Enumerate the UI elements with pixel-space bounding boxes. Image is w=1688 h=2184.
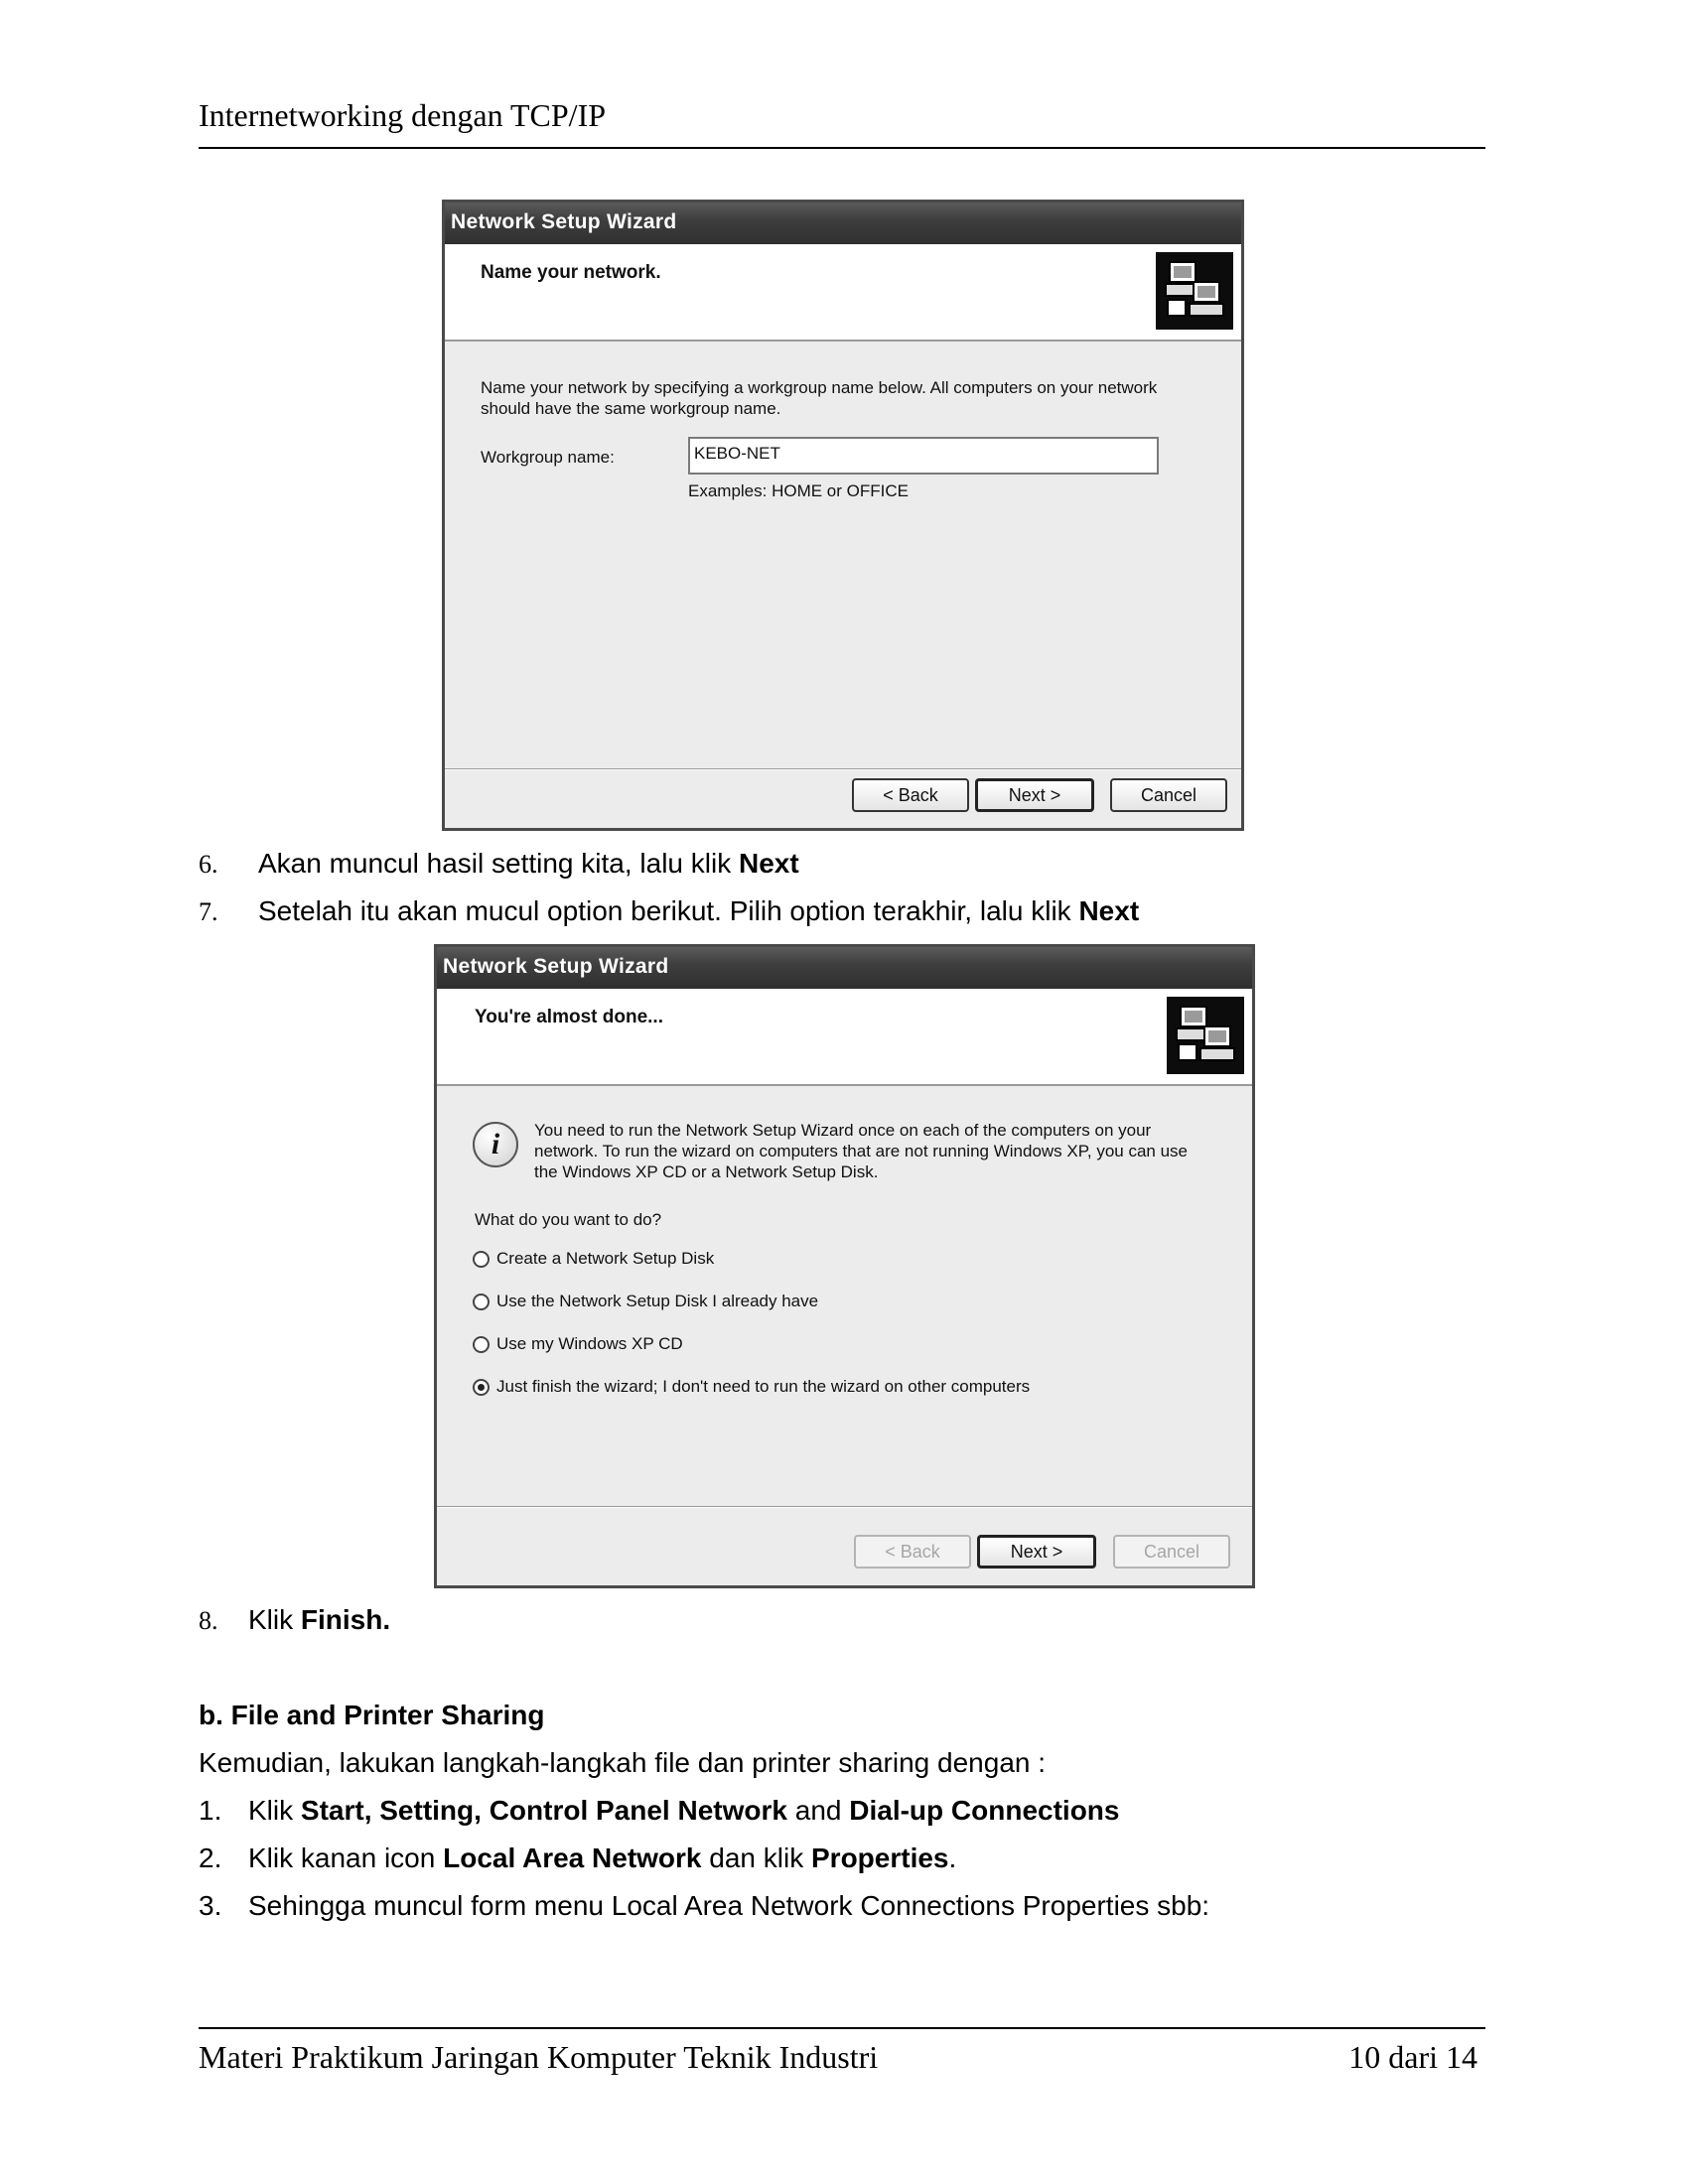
radio-option-create-disk[interactable] xyxy=(473,1249,714,1269)
list-text: Klik kanan icon xyxy=(248,1843,444,1873)
radio-label: Use the Network Setup Disk I already have xyxy=(496,1292,819,1310)
back-button[interactable]: < Back xyxy=(854,1535,971,1569)
list-text: Klik xyxy=(248,1795,301,1826)
radio-button[interactable] xyxy=(473,1294,490,1310)
list-item xyxy=(199,1843,956,1874)
dialog-header xyxy=(445,244,1241,341)
next-button[interactable]: Next > xyxy=(977,1535,1096,1569)
list-number: 1. xyxy=(199,1795,222,1826)
step-number: 7. xyxy=(199,897,218,926)
list-bold: Properties xyxy=(811,1843,949,1873)
step-bold: Finish. xyxy=(300,1604,391,1635)
wizard-dialog-name-network xyxy=(442,200,1244,831)
dialog-header xyxy=(437,989,1252,1086)
list-item xyxy=(199,1890,1209,1922)
dialog-description-line: should have the same workgroup name. xyxy=(481,399,781,418)
radio-label: Create a Network Setup Disk xyxy=(496,1249,715,1268)
dialog-description-line: Name your network by specifying a workgroup name below. All computers on your network xyxy=(481,378,1158,397)
radio-label: Just finish the wizard; I don't need to run the wizard on other computers xyxy=(496,1377,1031,1396)
page-number: 10 dari 14 xyxy=(1348,2039,1477,2075)
info-text-line: the Windows XP CD or a Network Setup Disk. xyxy=(534,1162,879,1181)
info-text-line: network. To run the wizard on computers that are not running Windows XP, you can use xyxy=(534,1142,1189,1160)
radio-button[interactable] xyxy=(473,1336,490,1353)
info-icon: i xyxy=(473,1122,518,1167)
dialog-heading: You're almost done... xyxy=(475,1007,663,1027)
workgroup-label: Workgroup name: xyxy=(481,448,615,467)
step-text: Setelah itu akan mucul option berikut. Pilih option terakhir, lalu klik xyxy=(258,895,1079,926)
list-text: . xyxy=(948,1843,957,1873)
list-item xyxy=(199,1795,1119,1827)
dialog-footer-divider xyxy=(437,1506,1252,1508)
list-number: 3. xyxy=(199,1890,222,1921)
radio-option-just-finish[interactable] xyxy=(473,1377,1030,1397)
header-rule xyxy=(199,147,1485,149)
network-computers-icon xyxy=(1167,997,1244,1074)
section-intro: Kemudian, lakukan langkah-langkah file dan printer sharing dengan : xyxy=(199,1747,1047,1778)
radio-label: Use my Windows XP CD xyxy=(496,1334,683,1353)
back-button[interactable]: < Back xyxy=(852,778,969,812)
list-bold: Local Area Network xyxy=(443,1843,702,1873)
step-bold: Next xyxy=(739,848,799,879)
section-heading: b. File and Printer Sharing xyxy=(199,1700,545,1730)
page-footer xyxy=(199,2039,1477,2076)
step-number: 8. xyxy=(199,1606,218,1635)
dialog-heading: Name your network. xyxy=(481,262,661,283)
step-number: 6. xyxy=(199,850,218,879)
step-item xyxy=(199,848,799,880)
list-bold: Dial-up Connections xyxy=(849,1795,1120,1826)
radio-button[interactable] xyxy=(473,1251,490,1268)
radio-option-windows-cd[interactable] xyxy=(473,1334,683,1354)
list-text: and xyxy=(786,1795,850,1826)
dialog-title-bar[interactable]: Network Setup Wizard xyxy=(437,947,1252,989)
radio-option-use-disk[interactable] xyxy=(473,1292,818,1311)
dialog-title-bar[interactable]: Network Setup Wizard xyxy=(445,203,1241,244)
step-text: Akan muncul hasil setting kita, lalu klik xyxy=(258,848,739,879)
workgroup-examples: Examples: HOME or OFFICE xyxy=(688,481,909,500)
step-item xyxy=(199,895,1139,927)
network-computers-icon xyxy=(1156,252,1233,330)
list-text: dan klik xyxy=(701,1843,811,1873)
list-bold: Start, Setting, Control Panel Network xyxy=(300,1795,787,1826)
list-text: Sehingga muncul form menu Local Area Network Connections Properties sbb: xyxy=(248,1890,1210,1921)
cancel-button[interactable]: Cancel xyxy=(1113,1535,1230,1569)
step-bold: Next xyxy=(1078,895,1140,926)
wizard-dialog-almost-done xyxy=(434,944,1255,1588)
footer-rule xyxy=(199,2027,1485,2029)
list-number: 2. xyxy=(199,1843,222,1873)
next-button[interactable]: Next > xyxy=(975,778,1094,812)
page-header: Internetworking dengan TCP/IP xyxy=(199,97,607,133)
step-text: Klik xyxy=(248,1604,301,1635)
footer-title: Materi Praktikum Jaringan Komputer Teknik Industri xyxy=(199,2039,879,2075)
cancel-button[interactable]: Cancel xyxy=(1110,778,1227,812)
workgroup-name-input[interactable]: KEBO-NET xyxy=(688,437,1159,475)
question-label: What do you want to do? xyxy=(475,1210,662,1229)
info-text-line: You need to run the Network Setup Wizard once on each of the computers on your xyxy=(534,1121,1152,1140)
radio-button-selected[interactable] xyxy=(473,1379,490,1396)
dialog-footer-divider xyxy=(445,768,1241,770)
step-item xyxy=(199,1604,390,1636)
